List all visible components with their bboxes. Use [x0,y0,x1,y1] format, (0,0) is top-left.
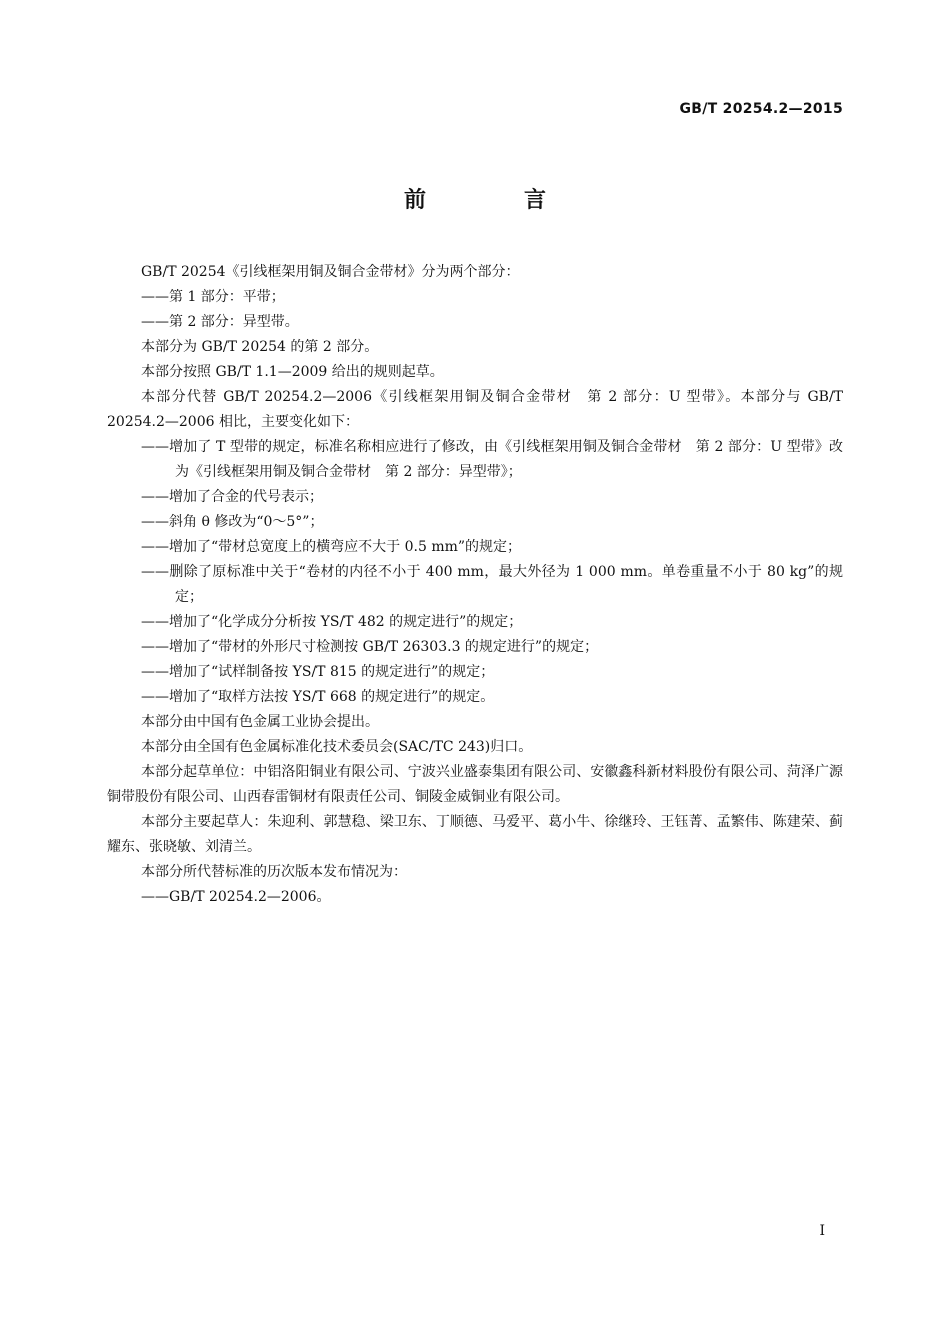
paragraph: 本部分所代替标准的历次版本发布情况为： [141,864,407,880]
page-number: I [819,1223,825,1239]
list-item: ——GB/T 20254.2—2006。 [141,889,331,905]
paragraph: 本部分代替 GB/T 20254.2—2006《引线框架用铜及铜合金带材 第 2 部分：U 型带》。本部分与 GB/T 20254.2—2006 相比，主要变化如下： [107,389,843,430]
paragraph: GB/T 20254《引线框架用铜及铜合金带材》分为两个部分： [141,264,520,280]
list-item: ——增加了“化学成分分析按 YS/T 482 的规定进行”的规定； [141,614,523,630]
list-item: ——删除了原标准中关于“卷材的内径不小于 400 mm，最大外径为 1 000 mm。单卷重量不小于 80 kg”的规定； [141,564,843,605]
list-item: ——增加了“带材的外形尺寸检测按 GB/T 26303.3 的规定进行”的规定； [141,639,599,655]
paragraph: 本部分按照 GB/T 1.1—2009 给出的规则起草。 [141,364,444,380]
list-item: ——第 2 部分：异型带。 [141,314,299,330]
foreword-body [107,260,843,910]
paragraph: 本部分起草单位：中铝洛阳铜业有限公司、宁波兴业盛泰集团有限公司、安徽鑫科新材料股份有限公司、菏泽广源铜带股份有限公司、山西春雷铜材有限责任公司、铜陵金威铜业有限公司。 [107,764,843,805]
paragraph: 本部分主要起草人：朱迎利、郭慧稳、梁卫东、丁顺德、马爱平、葛小牛、徐继玲、王钰菁、孟繁伟、陈建荣、蓟耀东、张晓敏、刘清兰。 [107,814,843,855]
list-item: ——第 1 部分：平带； [141,289,285,305]
paragraph: 本部分由中国有色金属工业协会提出。 [141,714,379,730]
page-title: 前 言 [403,188,584,213]
list-item: ——增加了合金的代号表示； [141,489,323,505]
list-item: ——增加了“取样方法按 YS/T 668 的规定进行”的规定。 [141,689,495,705]
list-item: ——增加了 T 型带的规定，标准名称相应进行了修改，由《引线框架用铜及铜合金带材 第 2 部分：U 型带》改为《引线框架用铜及铜合金带材 第 2 部分：异型带》； [141,439,843,480]
paragraph: 本部分为 GB/T 20254 的第 2 部分。 [141,339,379,355]
list-item: ——增加了“试样制备按 YS/T 815 的规定进行”的规定； [141,664,495,680]
list-item: ——斜角 θ 修改为“0～5°”； [141,514,324,530]
list-item: ——增加了“带材总宽度上的横弯应不大于 0.5 mm”的规定； [141,539,522,555]
paragraph: 本部分由全国有色金属标准化技术委员会(SAC/TC 243)归口。 [141,739,533,755]
standard-code-header: GB/T 20254.2—2015 [679,101,843,117]
